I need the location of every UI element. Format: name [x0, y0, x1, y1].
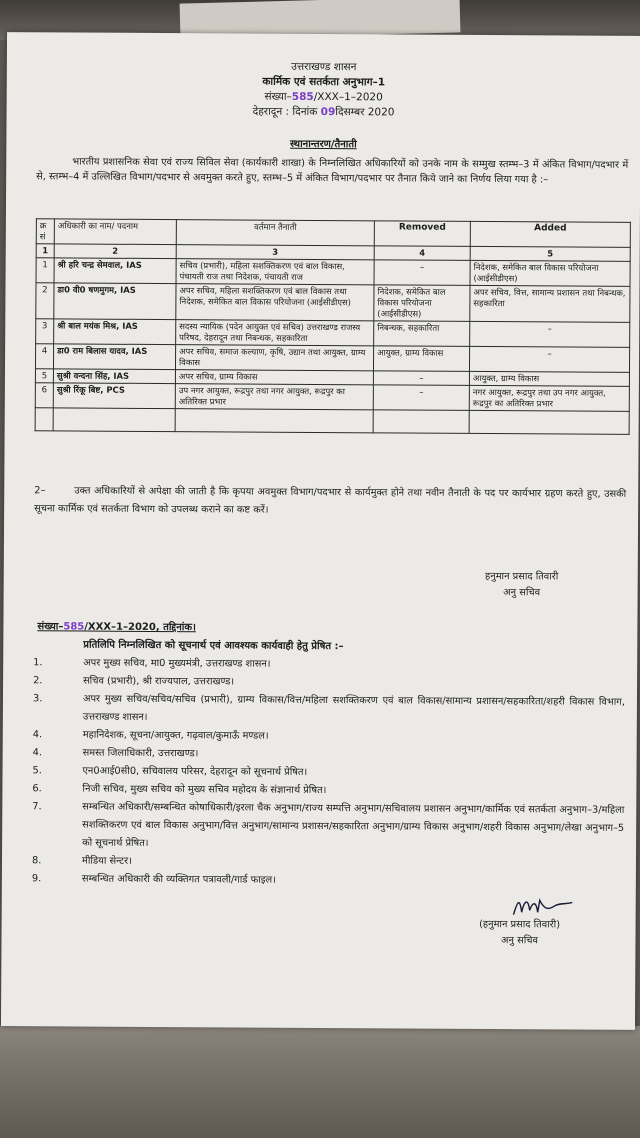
- cell-added: नगर आयुक्त, रूद्रपुर तथा उप नगर आयुक्त, रूद्रपुर का अतिरिक्त प्रभार: [469, 385, 629, 411]
- cell-removed: –: [373, 385, 469, 411]
- col-header-sn: क्र सं: [36, 219, 54, 244]
- order-number-prefix: संख्या–: [264, 90, 292, 103]
- cell-added: –: [469, 346, 629, 372]
- list-item-number: 5.: [32, 765, 42, 777]
- cell-sn: 3: [36, 319, 54, 344]
- signatory-name: (हनुमान प्रसाद तिवारी): [479, 918, 561, 931]
- signatory-designation: अनु सचिव: [501, 935, 538, 947]
- copy-to-list: [32, 654, 625, 892]
- department-name: कार्मिक एवं सतर्कता अनुभाग–1: [262, 75, 386, 89]
- subject-heading: स्थानान्तरण/तैनाती: [289, 138, 357, 151]
- list-item-number: 1.: [33, 657, 43, 669]
- blank-cell: [53, 408, 175, 432]
- cell-name: डा0 राम बिलास यादव, IAS: [53, 344, 175, 370]
- govt-name: उत्तराखण्ड शासन: [291, 60, 357, 74]
- list-item-text: सचिव (प्रभारी), श्री राज्यपाल, उत्तराखण्ड।: [83, 675, 235, 688]
- list-item-number: 6.: [32, 783, 42, 795]
- cell-name: सुश्री वन्दना सिंह, IAS: [53, 369, 175, 384]
- table-row: [36, 258, 630, 287]
- list-item-number: 4.: [32, 747, 43, 759]
- list-item-text: महानिदेशक, सूचना/आयुक्त, गढ़वाल/कुमाऊँ मण्डल।: [82, 729, 269, 742]
- copy-to-title: प्रतिलिपि निम्नलिखित को सूचनार्थ एवं आवश्यक कार्यवाही हेतु प्रेषित :–: [83, 639, 344, 653]
- blank-cell: [373, 410, 469, 434]
- cell-name: श्री बाल मयंक मिश्र, IAS: [54, 319, 176, 345]
- list-item-number: 9.: [31, 873, 42, 885]
- cell-name: डा0 वी0 षणमुगम, IAS: [54, 283, 176, 320]
- blank-cell: [35, 408, 53, 431]
- paragraph-text: उक्त अधिकारियों से अपेक्षा की जाती है कि कृपया अवमुक्त विभाग/पदभार से कार्यमुक्त होने तथा नवीन तैनाती के पद पर कार्यभार ग्रहण करते हुए, उसकी सूचना कार्मिक एवं सतर्कता विभाग को उपलब्ध कराने का कष्ट करें।: [34, 485, 627, 516]
- order-date-handwritten: 09: [320, 105, 336, 119]
- paragraph-number: 2–: [34, 485, 46, 497]
- list-item-text: अपर मुख्य सचिव, मा0 मुख्यमंत्री, उत्तराखण्ड शासन।: [83, 657, 271, 670]
- cell-removed: आयुक्त, ग्राम्य विकास: [373, 346, 469, 372]
- list-item-number: 7.: [32, 801, 42, 813]
- ref-suffix: /XXX–1–2020, तद्दिनांक।: [84, 621, 196, 634]
- letterhead: [7, 58, 640, 122]
- col-header-name: अधिकारी का नाम/ पदनाम: [54, 219, 176, 245]
- document-sheet: [1, 32, 640, 1030]
- order-number-handwritten: 585: [291, 90, 314, 103]
- col-header-current: वर्तमान तैनाती: [176, 220, 374, 246]
- intro-paragraph: भारतीय प्रशासनिक सेवा एवं राज्य सिविल सेवा (कार्यकारी शाखा) के निम्नलिखित अधिकारियों को उनके नाम के सम्मुख स्तम्भ–3 में अंकित विभाग/पदभार में से, स्तम्भ–4 में उल्लिखित विभाग/पदभार से अवमुक्त करते हुए, स्तम्भ–5 में अंकित विभाग/पदभार पर तैनात किये जाने का निर्णय लिया गया है :–: [36, 156, 629, 186]
- col-header-added: Added: [470, 221, 630, 247]
- cell-name: श्री हरि चन्द्र सेमवाल, IAS: [54, 258, 176, 284]
- photo-background-bottom: [0, 1026, 640, 1138]
- column-number: 1: [36, 244, 54, 258]
- cell-name: सुश्री रिंकू बिष्ट, PCS: [53, 383, 175, 409]
- list-item-text: सम्बन्धित अधिकारी/सम्बन्धित कोषाधिकारी/इरला चैक अनुभाग/राज्य सम्पत्ति अनुभाग/सचिवालय प्रशासन अनुभाग/कार्मिक एवं सतर्कता अनुभाग–3/महिला सशक्तिकरण एवं बाल विकास अनुभाग/वित्त अनुभाग/सामान्य प्रशासन/सहकारिता अनुभाग/ग्राम्य विकास अनुभाग/शहरी विकास अनुभाग/लेखा अनुभाग–5 को सूचनार्थ प्रेषित।: [82, 801, 625, 849]
- signatory-designation: अनु सचिव: [503, 587, 541, 599]
- cell-sn: 6: [35, 383, 53, 408]
- cell-current: अपर सचिव, ग्राम्य विकास: [175, 370, 373, 385]
- cell-removed: निबन्धक, सहकारिता: [374, 321, 470, 347]
- list-item-number: 3.: [32, 693, 43, 705]
- ref-number-handwritten: 585: [63, 621, 85, 633]
- copy-reference-number: [37, 618, 196, 633]
- table-blank-row: [35, 408, 629, 435]
- order-date-prefix: देहरादून : दिनांक: [252, 105, 321, 118]
- blank-cell: [175, 409, 373, 433]
- instruction-paragraph: [34, 482, 626, 522]
- list-item: [32, 870, 624, 892]
- list-item-text: सम्बन्धित अधिकारी की व्यक्तिगत पत्रावली/गार्ड फाइल।: [81, 873, 276, 886]
- cell-added: अपर सचिव, वित्त, सामान्य प्रशासन तथा निबन्धक, सहकारिता: [470, 285, 630, 322]
- signatory-name: हनुमान प्रसाद तिवारी: [485, 571, 559, 583]
- table-row: [36, 283, 630, 323]
- table-row: [35, 344, 629, 373]
- list-item-number: 8.: [31, 855, 42, 867]
- cell-current: सदस्य न्यायिक (पदेन आयुक्त एवं सचिव) उत्तराखण्ड राजस्व परिषद, देहरादून तथा निबन्धक, सहकारिता: [176, 320, 374, 346]
- list-item-text: समस्त जिलाधिकारी, उत्तराखण्ड।: [82, 747, 199, 760]
- cell-added: निदेशक, समेकित बाल विकास परियोजना (आईसीडीएस): [470, 260, 630, 286]
- cell-current: उप नगर आयुक्त, रूद्रपुर तथा नगर आयुक्त, रूद्रपुर का अतिरिक्त प्रभार: [175, 384, 373, 410]
- column-number: 2: [54, 244, 176, 259]
- column-number: 4: [374, 246, 470, 261]
- cell-removed: –: [373, 371, 469, 386]
- list-item-text: निजी सचिव, मुख्य सचिव को मुख्य सचिव महोदय के संज्ञानार्थ प्रेषित।: [82, 783, 327, 797]
- order-date: [7, 103, 640, 122]
- cell-current: अपर सचिव, समाज कल्याण, कृषि, उद्यान तथा आयुक्त, ग्राम्य विकास: [175, 345, 373, 371]
- cell-removed: –: [374, 260, 470, 286]
- col-header-removed: Removed: [374, 221, 470, 247]
- list-item: [32, 798, 624, 856]
- table-row: [36, 319, 630, 348]
- list-item-text: मीडिया सेन्टर।: [81, 855, 132, 867]
- cell-current: अपर सचिव, महिला सशक्तिकरण एवं बाल विकास तथा निदेशक, समेकित बाल विकास परियोजना (आईसीडीएस): [176, 284, 374, 321]
- posting-table: [35, 218, 631, 435]
- cell-added: आयुक्त, ग्राम्य विकास: [469, 371, 629, 386]
- cell-removed: निदेशक, समेकित बाल विकास परियोजना (आईसीडीएस): [374, 285, 470, 322]
- list-item-text: अपर मुख्य सचिव/सचिव/सचिव (प्रभारी), ग्राम्य विकास/वित्त/महिला सशक्तिकरण एवं बाल विकास/सामान्य प्रशासन/सहकारिता/शहरी विकास विभाग, उत्तराखण्ड शासन।: [82, 693, 625, 723]
- list-item: [33, 690, 625, 730]
- table-row: [35, 383, 629, 412]
- cell-added: –: [470, 321, 630, 347]
- order-date-suffix: दिसम्बर 2020: [335, 106, 395, 119]
- list-item-text: एन0आई0सी0, सचिवालय परिसर, देहरादून को सूचनार्थ प्रेषित।: [82, 765, 308, 778]
- cell-sn: 2: [36, 283, 54, 319]
- cell-sn: 5: [35, 369, 53, 383]
- order-number-suffix: /XXX–1–2020: [313, 90, 383, 104]
- signature-block: [439, 917, 599, 950]
- signature-block: [442, 569, 602, 602]
- blank-cell: [469, 410, 629, 434]
- cell-sn: 4: [35, 344, 53, 369]
- ref-prefix: संख्या–: [37, 621, 64, 633]
- cell-current: सचिव (प्रभारी), महिला सशक्तिकरण एवं बाल विकास, पंचायती राज तथा निदेशक, पंचायती राज: [176, 259, 374, 285]
- cell-sn: 1: [36, 258, 54, 283]
- list-item-number: 4.: [32, 729, 43, 741]
- column-number: 3: [176, 245, 374, 260]
- column-number: 5: [470, 246, 630, 261]
- list-item-number: 2.: [33, 675, 43, 687]
